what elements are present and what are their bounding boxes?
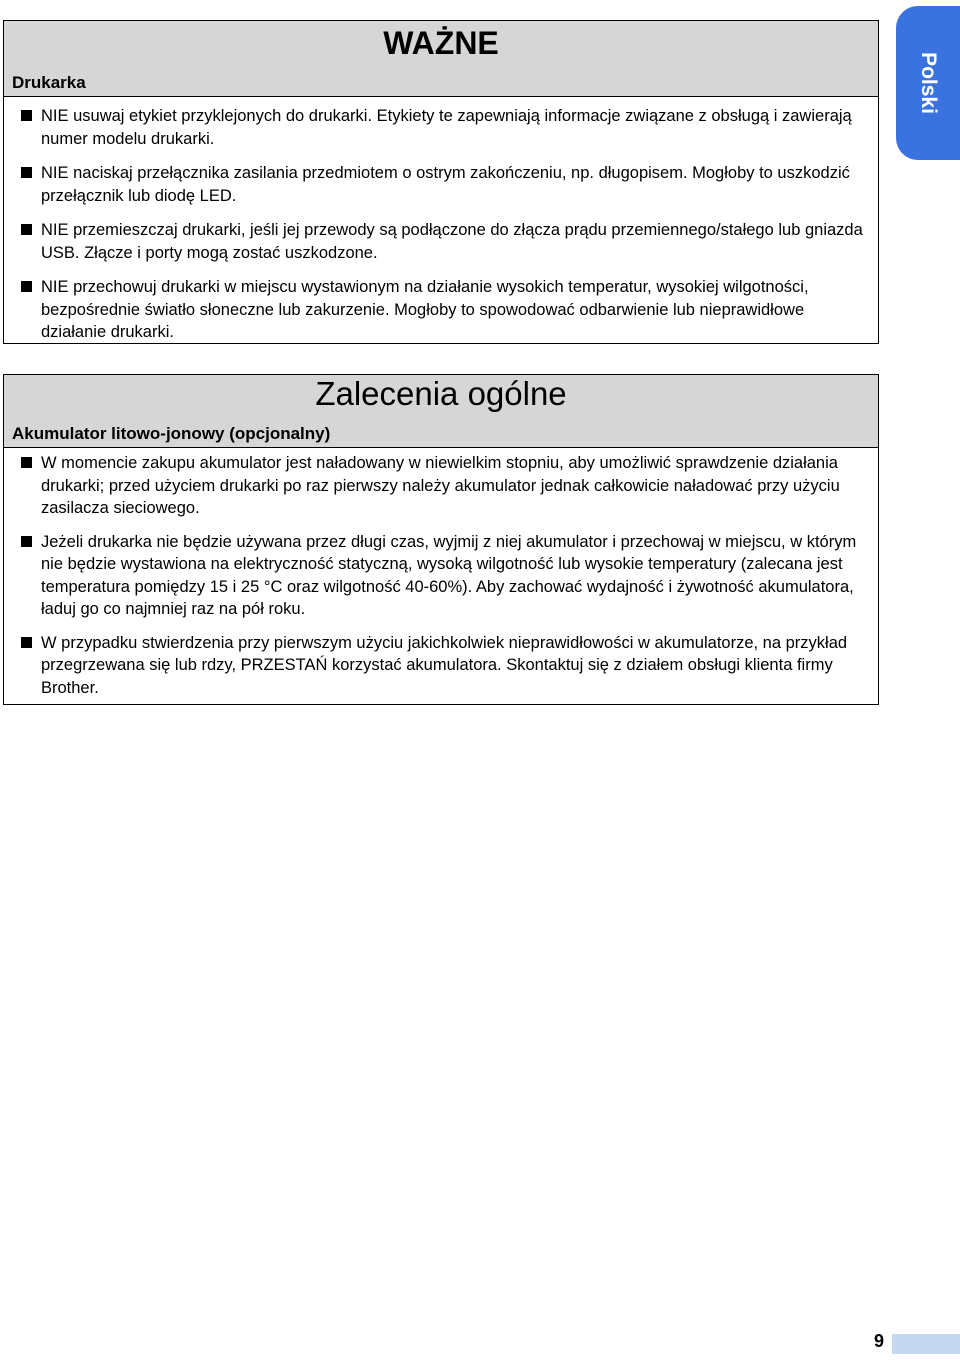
language-tab-label: Polski [917, 52, 940, 114]
general-recommendations-list [4, 448, 878, 699]
list-item-text: W przypadku stwierdzenia przy pierwszym użyciu jakichkolwiek nieprawidłowości w akumulatorze, na przykład przegrzewana się lub rdzy, PRZESTAŃ korzystać akumulatora. Skontaktuj się z działem obsługi klienta firmy Brother. [41, 633, 848, 697]
general-recommendations-header [4, 375, 878, 448]
language-tab [896, 6, 960, 160]
general-recommendations-title: Zalecenia ogólne [315, 375, 567, 412]
square-bullet-icon [21, 281, 32, 292]
list-item [4, 219, 878, 264]
list-item-text: Jeżeli drukarka nie będzie używana przez długi czas, wyjmij z niej akumulator i przechowaj w miejscu, w którym nie będzie wystawiona na elektryczność statyczną, wysoką wilgotność lub wysokie temperatury (zalecana jest temperatura pomiędzy 15 i 25 °C oraz wilgotność 40-60%). Aby zachować wydajność i żywotność akumulatora, ładuj go co najmniej raz na pół roku. [41, 532, 857, 618]
square-bullet-icon [21, 536, 32, 547]
important-notice-list [4, 97, 878, 344]
list-item [4, 162, 878, 207]
important-notice-header [4, 21, 878, 97]
square-bullet-icon [21, 224, 32, 235]
page-number: 9 [873, 1331, 884, 1351]
list-item-text: NIE przemieszczaj drukarki, jeśli jej przewody są podłączone do złącza prądu przemiennego/stałego lub gniazda USB. Złącze i porty mogą zostać uszkodzone. [41, 221, 863, 262]
important-notice-subtitle: Drukarka [12, 73, 86, 92]
general-recommendations-subtitle: Akumulator litowo-jonowy (opcjonalny) [12, 424, 331, 443]
square-bullet-icon [21, 457, 32, 468]
list-item [4, 531, 878, 621]
list-item [4, 452, 878, 520]
page-number-bar [892, 1334, 960, 1354]
list-item-text: NIE przechowuj drukarki w miejscu wystawionym na działanie wysokich temperatur, wysokiej wilgotności, bezpośrednie światło słoneczne lub zakurzenie. Mogłoby to spowodować odbarwienie lub nieprawidłowe działanie drukarki. [41, 278, 809, 341]
square-bullet-icon [21, 167, 32, 178]
list-item [4, 632, 878, 700]
list-item [4, 276, 878, 344]
list-item [4, 105, 878, 150]
important-notice-box [3, 20, 879, 344]
square-bullet-icon [21, 637, 32, 648]
list-item-text: NIE naciskaj przełącznika zasilania przedmiotem o ostrym zakończeniu, np. długopisem. Mogłoby to uszkodzić przełącznik lub diodę LED. [41, 164, 850, 205]
list-item-text: NIE usuwaj etykiet przyklejonych do drukarki. Etykiety te zapewniają informacje związane z obsługą i zawierają numer modelu drukarki. [41, 107, 852, 148]
important-notice-title: WAŻNE [383, 25, 499, 61]
general-recommendations-box [3, 374, 879, 705]
list-item-text: W momencie zakupu akumulator jest naładowany w niewielkim stopniu, aby umożliwić sprawdzenie działania drukarki; przed użyciem drukarki po raz pierwszy należy akumulator jednak całkowicie naładować przy użyciu zasilacza sieciowego. [41, 454, 840, 517]
square-bullet-icon [21, 110, 32, 121]
